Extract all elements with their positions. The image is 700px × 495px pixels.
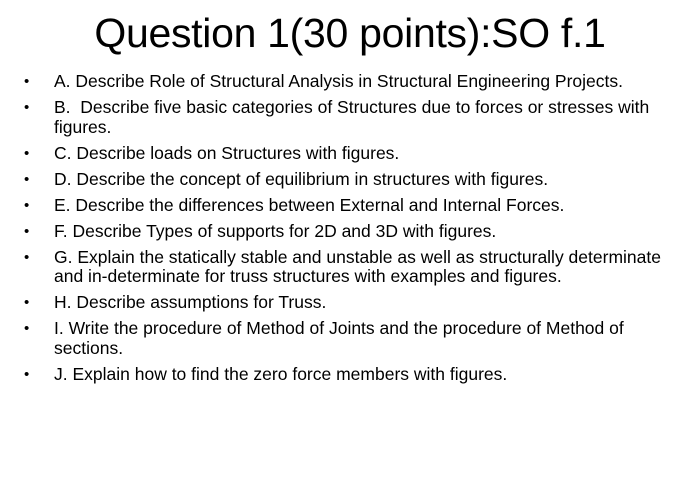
list-item	[20, 365, 680, 385]
list-item	[20, 319, 680, 358]
list-item	[20, 72, 680, 92]
bullet-icon: •	[24, 248, 30, 266]
list-item	[20, 170, 680, 190]
bullet-icon: •	[24, 320, 30, 337]
list-item-text: J. Explain how to find the zero force members with figures.	[54, 363, 508, 384]
bullet-icon: •	[24, 222, 30, 240]
list-item	[20, 98, 680, 137]
bullet-icon: •	[24, 99, 30, 116]
list-item-text: E. Describe the differences between External and Internal Forces.	[54, 194, 565, 215]
list-item-text: A. Describe Role of Structural Analysis in Structural Engineering Projects.	[54, 71, 624, 91]
list-item	[20, 293, 680, 313]
question-title: Question 1(30 points):SO f.1	[94, 10, 606, 56]
list-item-text: C. Describe loads on Structures with figures.	[54, 142, 400, 163]
bullet-icon: •	[24, 144, 30, 162]
list-item-text: B. Describe five basic categories of Structures due to forces or stresses with figures.	[54, 97, 655, 137]
list-item	[20, 144, 680, 164]
bullet-icon: •	[24, 73, 30, 90]
bullet-icon: •	[24, 196, 30, 214]
list-item-text: G. Explain the statically stable and unstable as well as structurally determinate and in-determinate for truss structures with examples and figures.	[54, 246, 661, 286]
list-item	[20, 222, 680, 242]
list-item	[20, 248, 680, 287]
bullet-icon: •	[24, 365, 30, 383]
bullet-icon: •	[24, 294, 30, 311]
bullet-icon: •	[24, 170, 30, 188]
list-item	[20, 196, 680, 216]
list-item-text: D. Describe the concept of equilibrium in structures with figures.	[54, 168, 549, 189]
question-item-list	[20, 72, 680, 391]
list-item-text: I. Write the procedure of Method of Joints and the procedure of Method of sections.	[54, 318, 624, 358]
list-item-text: F. Describe Types of supports for 2D and 3D with figures.	[54, 220, 497, 241]
list-item-text: H. Describe assumptions for Truss.	[54, 292, 327, 312]
